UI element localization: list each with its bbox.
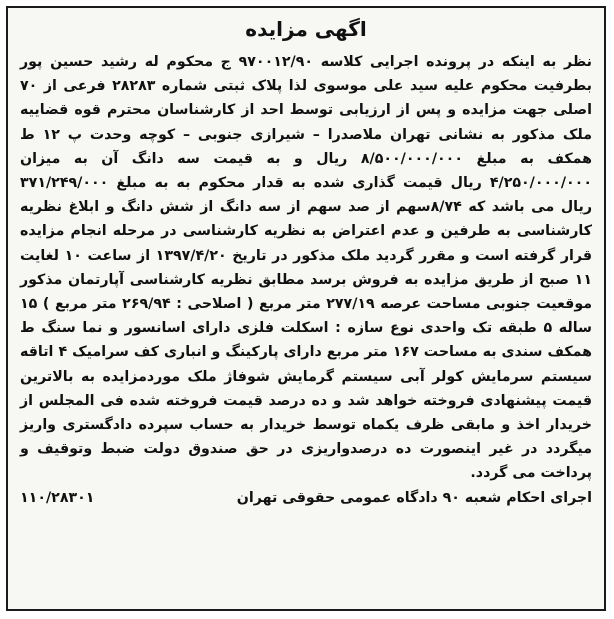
- notice-body: نظر به اینکه در پرونده اجرایی کلاسه ۹۷۰۰۱۲/۹۰ ج محکوم له رشید حسین پور بطرفیت محکوم علیه سید علی موسوی لذا پلاک ثبتی شماره ۲۸۲۸۳ فرعی از ۷۰ اصلی جهت مزایده و پس از ارزیابی توسط احد از کارشناسان محترم قوه قضاییه ملک مذکور به نشانی تهران ملاصدرا – شیرازی جنوبی – کوچه وحدت پ ۱۲ ط همکف به مبلغ ۸/۵۰۰/۰۰۰/۰۰۰ ریال و به قیمت سه دانگ آن به میزان ۴/۲۵۰/۰۰۰/۰۰۰ ریال قیمت گذاری شده به قدار محکوم به به مبلغ ۳۷۱/۲۴۹/۰۰۰ ریال می باشد که ۸/۷۴سهم از صد سهم از سه دانگ از شش دانگ و ابلاغ نظریه کارشناسی به طرفین و عدم اعتراض به نظریه کارشناسی در مرحله انجام مزایده قرار گرفته است و مقرر گردید ملک مذکور در تاریخ ۱۳۹۷/۴/۲۰ از ساعت ۱۰ لغایت ۱۱ صبح از طریق مزایده به فروش برسد مطابق نظریه کارشناسی آپارتمان مذکور موقعیت جنوبی مساحت عرصه ۲۷۷/۱۹ متر مربع ( اصلاحی : ۲۶۹/۹۴ متر مربع ) ۱۵ ساله ۵ طبقه تک واحدی نوع سازه : اسکلت فلزی دارای اسانسور و نما سنگ ط همکف سندی به مساحت ۱۶۷ متر مربع دارای پارکینگ و انباری کف سرامیک ۴ اتاقه سیستم سرمایش کولر آبی سیستم گرمایش شوفاژ ملک موردمزایده به بالاترین قیمت پیشنهادی فروخته خواهد شد و ده درصد قیمت فروخته شده فی المجلس از خریدار اخذ و مابقی ظرف یکماه توسط خریدار به حساب سپرده دادگستری واریز میگردد در غیر اینصورت ده درصدواریزی در حق صندوق دولت ضبط وتوقیف و پرداخت می گردد.: [20, 54, 593, 482]
- notice-code: ۱۱۰/۲۸۳۰۱: [20, 489, 95, 506]
- notice-footer: [20, 486, 592, 510]
- issuing-authority: اجرای احکام شعبه ۹۰ دادگاه عمومی حقوقی تهران: [236, 489, 592, 506]
- auction-notice: [6, 6, 606, 611]
- notice-title: اگهی مزایده: [245, 17, 367, 41]
